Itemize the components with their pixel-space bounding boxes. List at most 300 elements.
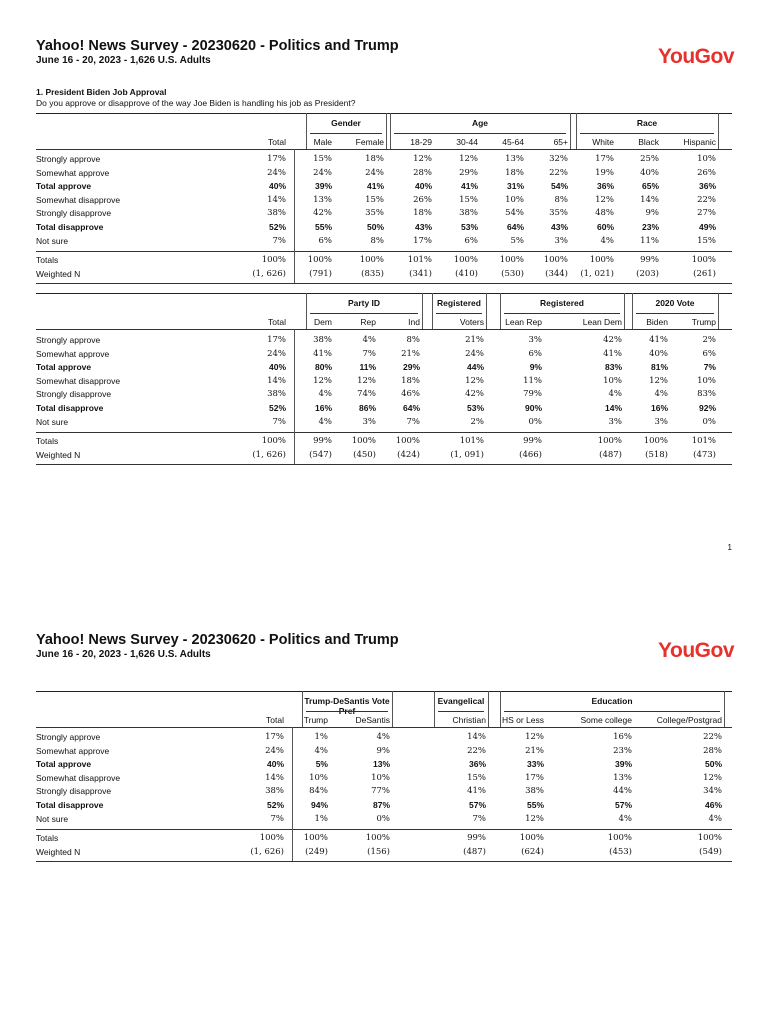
weighted-n-row-cell: (549)	[699, 846, 722, 857]
column-header: Voters	[459, 317, 484, 327]
data-cell: 17%	[267, 335, 286, 345]
column-header: Total	[268, 137, 286, 147]
column-group-separator	[718, 113, 719, 149]
column-group-separator	[624, 293, 625, 329]
data-cell: 64%	[402, 403, 420, 413]
column-group-underline	[310, 133, 382, 134]
column-group-underline	[636, 313, 714, 314]
data-cell: 38%	[267, 389, 286, 400]
column-group-underline	[580, 133, 714, 134]
weighted-n-row-cell: (410)	[455, 268, 478, 279]
data-cell: 16%	[613, 732, 632, 742]
data-cell: 38%	[267, 208, 286, 219]
data-cell: 55%	[314, 222, 332, 232]
weighted-n-row-cell: (1, 626)	[252, 449, 286, 460]
data-cell: 22%	[549, 167, 568, 178]
totals-row-cell: 100%	[643, 436, 668, 447]
column-group-separator	[576, 113, 577, 149]
data-cell: 24%	[267, 348, 286, 359]
weighted-n-row-cell: (1, 626)	[250, 846, 284, 857]
data-cell: 18%	[505, 167, 524, 178]
weighted-n-row-cell: (624)	[521, 846, 544, 857]
column-header: Dem	[314, 317, 332, 327]
row-label: Strongly approve	[36, 732, 101, 742]
data-cell: 32%	[549, 154, 568, 164]
data-cell: 7%	[472, 813, 486, 824]
data-cell: 12%	[703, 772, 722, 783]
data-cell: 38%	[459, 208, 478, 219]
row-label: Total disapprove	[36, 222, 104, 232]
data-cell: 6%	[464, 235, 478, 246]
weighted-n-row-cell: (473)	[693, 449, 716, 460]
weighted-n-row-label: Weighted N	[36, 449, 81, 460]
data-cell: 9%	[376, 745, 390, 756]
data-cell: 4%	[376, 732, 390, 742]
data-cell: 12%	[459, 154, 478, 164]
data-cell: 27%	[697, 208, 716, 219]
column-header: 65+	[553, 137, 568, 147]
totals-row-cell: 100%	[519, 833, 544, 844]
data-cell: 4%	[708, 813, 722, 824]
row-label: Total approve	[36, 181, 92, 192]
totals-row-label: Totals	[36, 436, 59, 447]
data-cell: 6%	[318, 235, 332, 246]
row-label: Strongly disapprove	[36, 389, 112, 400]
column-group-label: Evangelical	[437, 696, 485, 706]
data-cell: 4%	[318, 389, 332, 400]
data-cell: 83%	[697, 389, 716, 400]
data-cell: 4%	[608, 389, 622, 400]
data-cell: 54%	[550, 181, 568, 192]
data-cell: 7%	[406, 416, 420, 427]
row-label: Somewhat approve	[36, 167, 110, 178]
row-label: Strongly approve	[36, 335, 101, 345]
data-cell: 21%	[465, 335, 484, 345]
data-cell: 10%	[505, 194, 524, 205]
data-cell: 60%	[596, 222, 614, 232]
data-cell: 17%	[413, 235, 432, 246]
header-rule	[36, 727, 732, 728]
row-label: Not sure	[36, 235, 69, 246]
column-header: Total	[268, 317, 286, 327]
column-group-separator	[488, 691, 489, 727]
data-cell: 48%	[595, 208, 614, 219]
totals-row-cell: 100%	[307, 255, 332, 266]
total-column-separator	[294, 329, 295, 464]
data-cell: 38%	[525, 786, 544, 797]
totals-rule	[36, 251, 732, 252]
column-header: 30-44	[456, 137, 478, 147]
data-cell: 44%	[466, 362, 484, 373]
data-cell: 40%	[268, 181, 286, 192]
totals-row-cell: 100%	[261, 255, 286, 266]
data-cell: 36%	[468, 759, 486, 770]
totals-row-cell: 99%	[523, 436, 542, 447]
data-cell: 53%	[460, 222, 478, 232]
data-cell: 5%	[510, 235, 524, 246]
column-group-underline	[436, 313, 482, 314]
data-cell: 26%	[697, 167, 716, 178]
column-group-separator	[432, 293, 433, 329]
data-cell: 46%	[704, 800, 722, 810]
data-cell: 39%	[614, 759, 632, 770]
column-header: Rep	[360, 317, 376, 327]
data-cell: 10%	[697, 154, 716, 164]
column-header: 45-64	[502, 137, 524, 147]
data-cell: 52%	[268, 222, 286, 232]
data-cell: 13%	[313, 194, 332, 205]
data-cell: 35%	[365, 208, 384, 219]
column-group-separator	[434, 691, 435, 727]
data-cell: 11%	[640, 235, 659, 246]
weighted-n-row-cell: (466)	[519, 449, 542, 460]
column-header: Female	[355, 137, 384, 147]
weighted-n-row-cell: (341)	[409, 268, 432, 279]
data-cell: 24%	[265, 745, 284, 756]
data-cell: 12%	[465, 375, 484, 386]
data-cell: 5%	[315, 759, 328, 770]
data-cell: 42%	[465, 389, 484, 400]
data-cell: 42%	[313, 208, 332, 219]
weighted-n-row-cell: (835)	[361, 268, 384, 279]
column-header: Lean Rep	[505, 317, 542, 327]
totals-row-cell: 100%	[303, 833, 328, 844]
totals-row-cell: 99%	[640, 255, 659, 266]
totals-row-cell: 100%	[543, 255, 568, 266]
column-header: Trump	[303, 715, 328, 725]
data-cell: 52%	[268, 403, 286, 413]
data-cell: 14%	[265, 772, 284, 783]
data-cell: 4%	[600, 235, 614, 246]
data-cell: 50%	[366, 222, 384, 232]
data-cell: 6%	[528, 348, 542, 359]
data-cell: 11%	[523, 375, 542, 386]
column-group-separator	[500, 293, 501, 329]
data-cell: 16%	[650, 403, 668, 413]
column-header: Total	[266, 715, 284, 725]
header-rule	[36, 149, 732, 150]
row-label: Strongly approve	[36, 154, 101, 164]
data-cell: 42%	[603, 335, 622, 345]
data-cell: 92%	[698, 403, 716, 413]
data-cell: 77%	[371, 786, 390, 797]
data-cell: 29%	[402, 362, 420, 373]
column-group-label: Trump-DeSantis Vote Pref	[304, 696, 390, 716]
total-column-separator	[292, 727, 293, 861]
column-group-label: Education	[591, 696, 633, 706]
column-header: Biden	[646, 317, 668, 327]
data-cell: 29%	[459, 167, 478, 178]
column-group-separator	[386, 113, 387, 149]
column-header: 18-29	[410, 137, 432, 147]
data-cell: 3%	[528, 335, 542, 345]
weighted-n-row-cell: (547)	[309, 449, 332, 460]
data-cell: 28%	[703, 745, 722, 756]
column-group-separator	[390, 113, 391, 149]
row-label: Strongly disapprove	[36, 208, 112, 219]
weighted-n-row-label: Weighted N	[36, 846, 81, 857]
data-cell: 17%	[595, 154, 614, 164]
weighted-n-row-cell: (453)	[609, 846, 632, 857]
totals-row-cell: 101%	[407, 255, 432, 266]
data-cell: 19%	[595, 167, 614, 178]
data-cell: 41%	[649, 335, 668, 345]
data-cell: 23%	[613, 745, 632, 756]
weighted-n-row-cell: (156)	[367, 846, 390, 857]
totals-rule	[36, 829, 732, 830]
data-cell: 12%	[525, 813, 544, 824]
data-cell: 40%	[414, 181, 432, 192]
question-text: Do you approve or disapprove of the way Joe Biden is handling his job as President?	[36, 98, 356, 108]
data-cell: 6%	[702, 348, 716, 359]
weighted-n-row-cell: (487)	[463, 846, 486, 857]
data-cell: 94%	[310, 800, 328, 810]
data-cell: 74%	[357, 389, 376, 400]
data-cell: 18%	[401, 375, 420, 386]
column-group-underline	[394, 133, 566, 134]
column-group-underline	[504, 711, 720, 712]
table-bottom-rule	[36, 464, 732, 465]
data-cell: 4%	[362, 335, 376, 345]
data-cell: 12%	[649, 375, 668, 386]
data-cell: 18%	[413, 208, 432, 219]
data-cell: 81%	[650, 362, 668, 373]
table-top-rule	[36, 113, 732, 114]
data-cell: 40%	[640, 167, 659, 178]
data-cell: 4%	[314, 745, 328, 756]
totals-row-cell: 99%	[467, 833, 486, 844]
data-cell: 65%	[641, 181, 659, 192]
row-label: Not sure	[36, 813, 69, 824]
data-cell: 4%	[654, 389, 668, 400]
totals-row-label: Totals	[36, 833, 59, 844]
data-cell: 3%	[362, 416, 376, 427]
data-cell: 24%	[465, 348, 484, 359]
weighted-n-row-cell: (344)	[545, 268, 568, 279]
row-label: Total approve	[36, 362, 92, 373]
data-cell: 8%	[554, 194, 568, 205]
data-cell: 4%	[618, 813, 632, 824]
report-title: Yahoo! News Survey - 20230620 - Politics and Trump	[36, 38, 399, 54]
data-cell: 90%	[524, 403, 542, 413]
column-header: Trump	[691, 317, 716, 327]
weighted-n-row-cell: (1, 021)	[580, 268, 614, 279]
data-cell: 79%	[523, 389, 542, 400]
weighted-n-row-cell: (1, 091)	[450, 449, 484, 460]
data-cell: 17%	[267, 154, 286, 164]
data-cell: 8%	[406, 335, 420, 345]
yougov-logo: YouGov	[658, 639, 734, 662]
column-header: Male	[313, 137, 332, 147]
data-cell: 10%	[309, 772, 328, 783]
data-cell: 12%	[595, 194, 614, 205]
data-cell: 0%	[528, 416, 542, 427]
totals-row-cell: 100%	[365, 833, 390, 844]
question-title: 1. President Biden Job Approval	[36, 87, 167, 97]
column-group-underline	[504, 313, 620, 314]
totals-row-cell: 100%	[691, 255, 716, 266]
data-cell: 0%	[376, 813, 390, 824]
table-top-rule	[36, 691, 732, 692]
row-label: Somewhat disapprove	[36, 375, 121, 386]
weighted-n-row-cell: (1, 626)	[252, 268, 286, 279]
row-label: Strongly disapprove	[36, 786, 112, 797]
data-cell: 23%	[641, 222, 659, 232]
data-cell: 34%	[703, 786, 722, 797]
data-cell: 10%	[603, 375, 622, 386]
column-group-separator	[306, 113, 307, 149]
table-bottom-rule	[36, 283, 732, 284]
totals-row-cell: 100%	[259, 833, 284, 844]
data-cell: 9%	[645, 208, 659, 219]
column-header: Hispanic	[683, 137, 716, 147]
data-cell: 57%	[468, 800, 486, 810]
totals-row-cell: 100%	[359, 255, 384, 266]
data-cell: 4%	[318, 416, 332, 427]
data-cell: 7%	[272, 235, 286, 246]
column-group-separator	[486, 293, 487, 329]
column-header: Black	[638, 137, 659, 147]
weighted-n-row-cell: (791)	[309, 268, 332, 279]
row-label: Somewhat approve	[36, 348, 110, 359]
data-cell: 33%	[526, 759, 544, 770]
data-cell: 31%	[506, 181, 524, 192]
totals-rule	[36, 432, 732, 433]
column-header: HS or Less	[501, 715, 544, 725]
data-cell: 57%	[614, 800, 632, 810]
data-cell: 41%	[460, 181, 478, 192]
weighted-n-row-cell: (203)	[636, 268, 659, 279]
data-cell: 15%	[467, 772, 486, 783]
data-cell: 43%	[414, 222, 432, 232]
data-cell: 14%	[267, 375, 286, 386]
data-cell: 52%	[266, 800, 284, 810]
data-cell: 12%	[525, 732, 544, 742]
column-group-separator	[500, 691, 501, 727]
data-cell: 40%	[649, 348, 668, 359]
column-header: DeSantis	[355, 715, 390, 725]
column-header: Christian	[452, 715, 486, 725]
data-cell: 53%	[466, 403, 484, 413]
data-cell: 15%	[313, 154, 332, 164]
totals-row-cell: 100%	[597, 436, 622, 447]
data-cell: 12%	[313, 375, 332, 386]
weighted-n-row-cell: (518)	[645, 449, 668, 460]
weighted-n-row-cell: (424)	[397, 449, 420, 460]
column-group-underline	[306, 711, 388, 712]
totals-row-label: Totals	[36, 255, 59, 266]
column-group-separator	[392, 691, 393, 727]
weighted-n-row-cell: (487)	[599, 449, 622, 460]
column-group-separator	[724, 691, 725, 727]
row-label: Somewhat approve	[36, 745, 110, 756]
data-cell: 40%	[266, 759, 284, 770]
data-cell: 24%	[267, 167, 286, 178]
totals-row-cell: 100%	[395, 436, 420, 447]
data-cell: 50%	[704, 759, 722, 770]
data-cell: 1%	[314, 732, 328, 742]
data-cell: 1%	[314, 813, 328, 824]
data-cell: 8%	[370, 235, 384, 246]
column-group-separator	[632, 293, 633, 329]
row-label: Somewhat disapprove	[36, 194, 121, 205]
column-group-label: Age	[471, 118, 489, 128]
data-cell: 18%	[365, 154, 384, 164]
data-cell: 9%	[529, 362, 542, 373]
data-cell: 86%	[358, 403, 376, 413]
data-cell: 16%	[314, 403, 332, 413]
totals-row-cell: 100%	[697, 833, 722, 844]
data-cell: 55%	[526, 800, 544, 810]
data-cell: 49%	[698, 222, 716, 232]
column-group-separator	[570, 113, 571, 149]
data-cell: 24%	[365, 167, 384, 178]
data-cell: 28%	[413, 167, 432, 178]
weighted-n-row-cell: (450)	[353, 449, 376, 460]
data-cell: 13%	[505, 154, 524, 164]
column-group-underline	[310, 313, 418, 314]
data-cell: 17%	[265, 732, 284, 742]
data-cell: 41%	[467, 786, 486, 797]
data-cell: 22%	[703, 732, 722, 742]
column-group-label: Registered	[540, 298, 584, 308]
data-cell: 3%	[654, 416, 668, 427]
totals-row-cell: 100%	[261, 436, 286, 447]
data-cell: 36%	[698, 181, 716, 192]
header-rule	[36, 329, 732, 330]
data-cell: 64%	[506, 222, 524, 232]
column-group-label: Race	[636, 118, 658, 128]
data-cell: 13%	[613, 772, 632, 783]
column-header: Some college	[580, 715, 632, 725]
column-header: Ind	[408, 317, 420, 327]
totals-row-cell: 100%	[499, 255, 524, 266]
column-group-label: Party ID	[347, 298, 381, 308]
report-subtitle: June 16 - 20, 2023 - 1,626 U.S. Adults	[36, 55, 211, 66]
totals-row-cell: 99%	[313, 436, 332, 447]
data-cell: 26%	[413, 194, 432, 205]
data-cell: 15%	[697, 235, 716, 246]
data-cell: 41%	[366, 181, 384, 192]
data-cell: 7%	[703, 362, 716, 373]
column-group-separator	[718, 293, 719, 329]
data-cell: 36%	[596, 181, 614, 192]
data-cell: 12%	[413, 154, 432, 164]
column-header: Lean Dem	[582, 317, 622, 327]
weighted-n-row-cell: (530)	[501, 268, 524, 279]
total-column-separator	[294, 149, 295, 283]
data-cell: 43%	[550, 222, 568, 232]
data-cell: 84%	[309, 786, 328, 797]
row-label: Total approve	[36, 759, 92, 770]
data-cell: 21%	[401, 348, 420, 359]
column-group-underline	[438, 711, 484, 712]
data-cell: 2%	[470, 416, 484, 427]
weighted-n-row-label: Weighted N	[36, 268, 81, 279]
row-label: Not sure	[36, 416, 69, 427]
report-page-2	[0, 596, 768, 1024]
totals-row-cell: 100%	[453, 255, 478, 266]
data-cell: 80%	[314, 362, 332, 373]
data-cell: 3%	[554, 235, 568, 246]
data-cell: 14%	[467, 732, 486, 742]
data-cell: 2%	[702, 335, 716, 345]
totals-row-cell: 101%	[459, 436, 484, 447]
column-header: White	[592, 137, 614, 147]
column-header: College/Postgrad	[656, 715, 722, 725]
data-cell: 21%	[525, 745, 544, 756]
data-cell: 46%	[401, 389, 420, 400]
